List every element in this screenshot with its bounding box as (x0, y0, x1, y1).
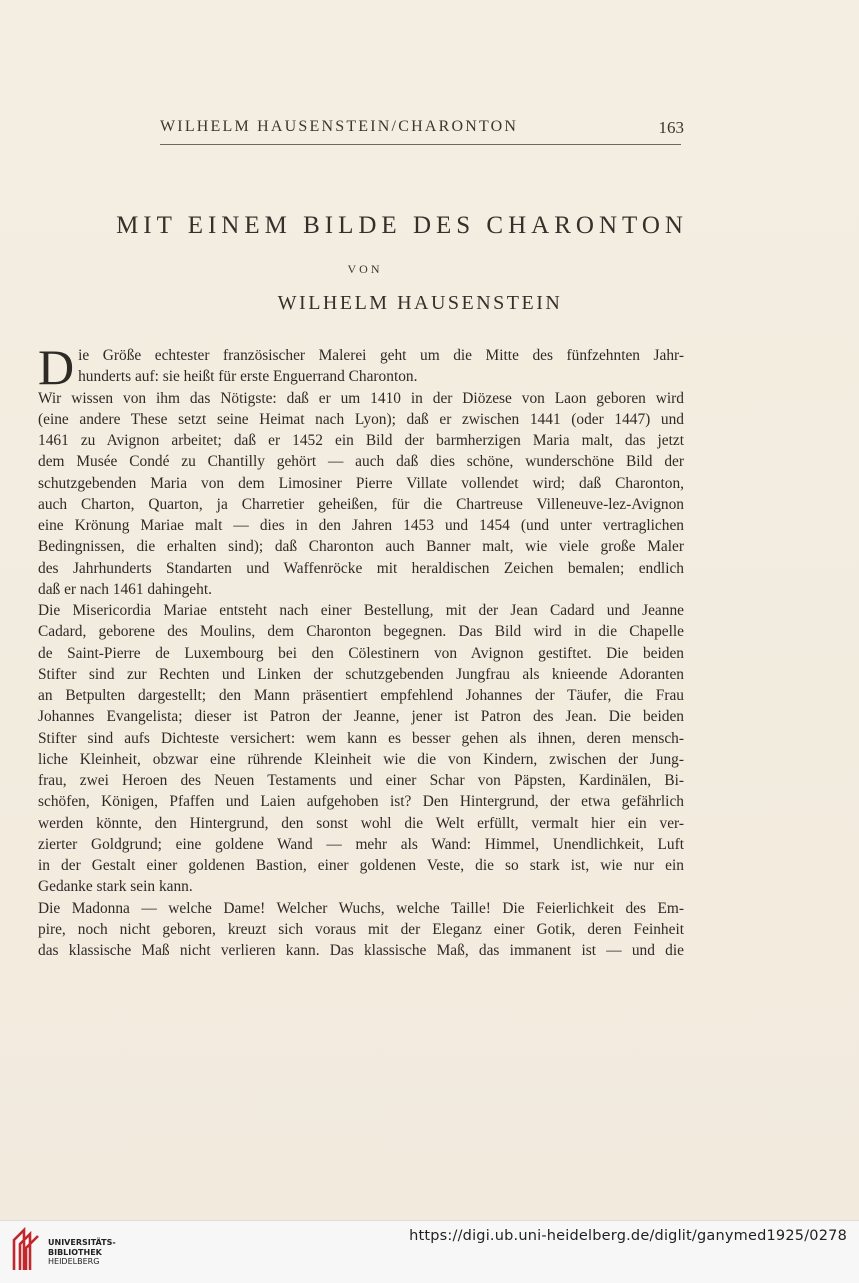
text-line: Stifter sind zur Rechten und Linken der schutzgebenden Jungfrau als knieende Adoranten (38, 665, 684, 683)
paragraph-2 (38, 600, 684, 898)
article-title: MIT EINEM BILDE DES CHARONTON (116, 212, 688, 239)
text-line: hunderts auf: sie heißt für erste Enguerrand Charonton. (78, 368, 418, 386)
text-line: Die Misericordia Mariae entsteht nach einer Bestellung, mit der Jean Cadard und Jeanne (38, 602, 684, 619)
text-line: schutzgebenden Maria von dem Limosiner Pierre Villate vollendet wird; daß Charonton, (38, 474, 684, 492)
paragraph-1 (38, 339, 684, 600)
library-name-line: UNIVERSITÄTS- (48, 1238, 116, 1247)
article-author: WILHELM HAUSENSTEIN (277, 292, 563, 314)
logo-mark (14, 1230, 38, 1270)
text-line: daß er nach 1461 dahingeht. (38, 580, 212, 598)
text-line: werden könnte, den Hintergrund, den sonst wohl die Welt erfüllt, vermalt hier ein ver- (38, 814, 684, 832)
text-line: 1461 zu Avignon arbeitet; daß er 1452 ein Bild der barmherzigen Maria malt, das jetzt (38, 432, 684, 449)
text-line: frau, zwei Heroen des Neuen Testaments und einer Schar von Päpsten, Kardinälen, Bi- (38, 772, 684, 789)
article-body (38, 339, 684, 961)
library-name-line: HEIDELBERG (48, 1257, 100, 1266)
text-line: Bedingnissen, die erhalten sind); daß Charonton auch Banner malt, wie viele große Maler (38, 538, 684, 556)
text-line: Die Madonna — welche Dame! Welcher Wuchs, welche Taille! Die Feierlichkeit des Em- (38, 899, 684, 917)
text-line: ie Größe echtester französischer Malerei geht um die Mitte des fünfzehnten Jahr- (78, 347, 684, 364)
text-line: dem Musée Condé zu Chantilly gehört — auch daß dies schöne, wunderschöne Bild der (38, 453, 684, 471)
text-line: (eine andere These setzt seine Heimat nach Lyon); daß er zwischen 1441 (oder 1447) und (38, 410, 684, 428)
text-line: liche Kleinheit, obzwar eine rührende Kleinheit wie die von Kindern, zwischen der Jung- (38, 750, 684, 768)
library-name (48, 1238, 116, 1267)
text-line: auch Charton, Quarton, ja Charretier geheißen, für die Chartreuse Villeneuve-lez-Avignon (38, 495, 684, 513)
paragraph-3 (38, 898, 684, 962)
text-line: an Betpulten dargestellt; den Mann präsentiert empfehlend Johannes der Täufer, die Frau (38, 687, 684, 704)
text-line: Johannes Evangelista; dieser ist Patron der Jeanne, jener ist Patron des Jean. Die beiden (38, 708, 684, 726)
permalink-url[interactable]: https://digi.ub.uni-heidelberg.de/diglit/ganymed1925/0278 (409, 1228, 847, 1244)
text-line: zierter Goldgrund; eine goldene Wand — mehr als Wand: Himmel, Unendlichkeit, Luft (38, 835, 684, 853)
byline-prefix: VON (347, 262, 383, 276)
text-line: Wir wissen von ihm das Nötigste: daß er um 1410 in der Diözese von Laon geboren wird (38, 389, 684, 407)
university-library-logo[interactable] (10, 1226, 42, 1272)
library-name-line: BIBLIOTHEK (48, 1247, 102, 1257)
text-line: in der Gestalt einer goldenen Bastion, einer goldenen Veste, die so stark ist, wie nur ein (38, 857, 684, 874)
text-line: de Saint-Pierre de Luxembourg bei den Cölestinern von Avignon gestiftet. Die beiden (38, 644, 684, 662)
header-rule (160, 144, 681, 145)
text-line: Cadard, geborene des Moulins, dem Charonton begegnen. Das Bild wird in die Chapelle (38, 623, 684, 641)
text-line: das klassische Maß nicht verlieren kann. Das klassische Maß, das immanent ist — und die (38, 942, 684, 959)
text-line: Stifter sind aufs Dichteste versichert: wem kann es besser gehen als ihnen, deren mensch- (38, 729, 684, 747)
text-line: des Jahrhunderts Standarten und Waffenröcke mit heraldischen Zeichen bemalen; endlich (38, 559, 684, 577)
running-title: WILHELM HAUSENSTEIN/CHARONTON (160, 118, 519, 135)
text-line: pire, noch nicht geboren, kreuzt sich voraus mit der Eleganz einer Gotik, deren Feinheit (38, 920, 684, 938)
text-line: schöfen, Königen, Pfaffen und Laien aufgehoben ist? Den Hintergrund, der etwa gefährlich (38, 793, 684, 811)
page-number: 163 (658, 118, 684, 137)
drop-cap: D (38, 339, 75, 395)
text-line: Gedanke stark sein kann. (38, 878, 193, 896)
text-line: eine Krönung Mariae malt — dies in den Jahren 1453 und 1454 (und unter vertraglichen (38, 517, 684, 534)
